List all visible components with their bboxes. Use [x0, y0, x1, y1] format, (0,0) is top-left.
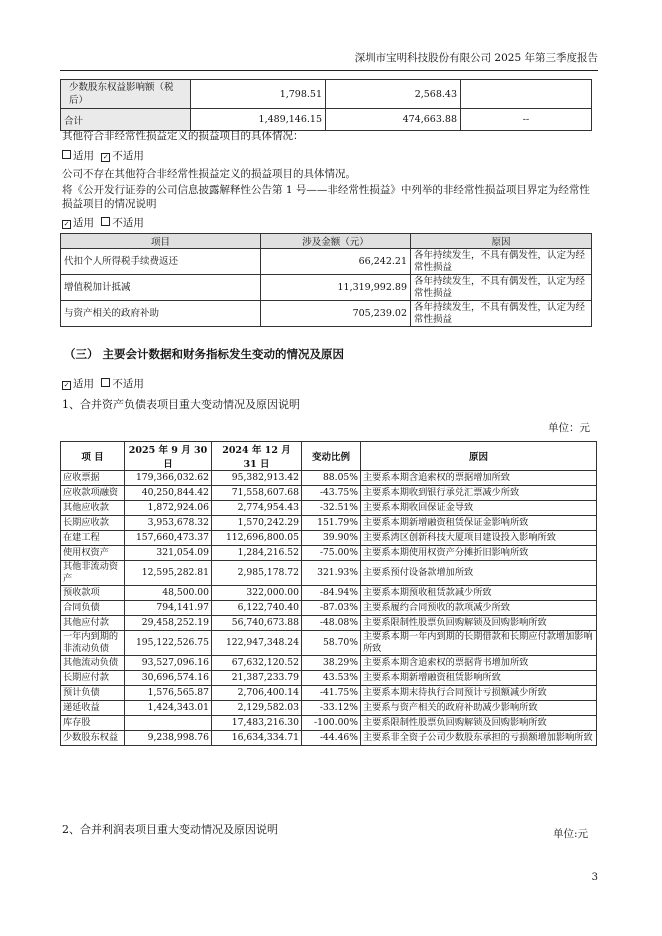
table-cell: 主要系履约合同预收的款项减少所致: [361, 601, 597, 616]
checkbox-unchecked-icon[interactable]: [101, 378, 110, 387]
checkbox-label: 适用: [73, 217, 94, 229]
table-cell: 93,527,096.16: [125, 656, 212, 671]
balance-change-table: [60, 441, 597, 746]
table-row: [61, 471, 597, 486]
table-cell: 322,000.00: [212, 586, 302, 601]
table-cell: 主要系本期新增融资租赁保证金影响所致: [361, 516, 597, 531]
table-row: [61, 701, 597, 716]
table-row: [61, 109, 592, 131]
table-cell: 43.53%: [302, 671, 361, 686]
checkbox-label: 不适用: [112, 378, 144, 390]
table-cell: 30,696,574.16: [125, 671, 212, 686]
checkbox-group-other: [62, 149, 144, 163]
table-cell: 1,576,565.87: [125, 686, 212, 701]
table-cell: 长期应付款: [61, 671, 125, 686]
table-row: [61, 501, 597, 516]
table-cell: 少数股东权益: [61, 731, 125, 746]
table-cell: -44.46%: [302, 731, 361, 746]
table-cell: 21,387,233.79: [212, 671, 302, 686]
table-cell: 66,242.21: [261, 249, 411, 275]
table-cell: 主要系本期收到银行承兑汇票减少所致: [361, 486, 597, 501]
section-heading: （三） 主要会计数据和财务指标发生变动的情况及原因: [64, 347, 345, 361]
column-header: 变动比例: [302, 442, 361, 471]
table-cell: 主要系湾区创新科技大厦项目建设投入影响所致: [361, 531, 597, 546]
checkbox-label: 不适用: [112, 150, 144, 162]
table-row: [61, 616, 597, 631]
table-row: [61, 586, 597, 601]
table-cell: 主要系本期末待执行合同预计亏损额减少所致: [361, 686, 597, 701]
column-header: 项 目: [61, 442, 125, 471]
table-cell: 主要系本期含追索权的票据背书增加所致: [361, 656, 597, 671]
table-cell: 主要系本期含追索权的票据增加所致: [361, 471, 597, 486]
table-cell: 1,798.51: [191, 80, 326, 109]
table-cell: 321.93%: [302, 561, 361, 586]
table-cell: 17,483,216.30: [212, 716, 302, 731]
table-cell: 112,696,800.05: [212, 531, 302, 546]
table-row: [61, 671, 597, 686]
table-cell: 1,284,216.52: [212, 546, 302, 561]
subsection-title: 2、合并利润表项目重大变动情况及原因说明: [62, 823, 278, 836]
table-cell: 应收票据: [61, 471, 125, 486]
table-cell: 各年持续发生，不具有偶发性，认定为经常性损益: [411, 275, 592, 301]
table-row: [61, 731, 597, 746]
column-header: 2024 年 12 月 31 日: [212, 442, 302, 471]
table-cell: 1,489,146.15: [191, 109, 326, 131]
table-cell: 预计负债: [61, 686, 125, 701]
checkbox-label: 不适用: [112, 217, 144, 229]
table-cell: 40,250,844.42: [125, 486, 212, 501]
other-definition-statement: 公司不存在其他符合非经常性损益定义的损益项目的具体情况。: [62, 168, 356, 180]
table-row: [61, 631, 597, 656]
table-cell: 1,872,924.06: [125, 501, 212, 516]
checkbox-label: 适用: [73, 378, 94, 390]
table-cell: 库存股: [61, 716, 125, 731]
checkbox-unchecked-icon[interactable]: [62, 150, 71, 159]
checkbox-checked-icon[interactable]: ✓: [102, 153, 109, 161]
table-row: [61, 275, 592, 301]
unit-label: 单位:元: [552, 828, 588, 840]
table-cell: 合同负债: [61, 601, 125, 616]
unit-label: 单位：元: [548, 422, 590, 434]
table-cell: [125, 716, 212, 731]
table-cell: -75.00%: [302, 546, 361, 561]
column-header: 2025 年 9 月 30 日: [125, 442, 212, 471]
table-cell: -41.75%: [302, 686, 361, 701]
table-cell: 主要系本期使用权资产分摊折旧影响所致: [361, 546, 597, 561]
column-header: 原因: [411, 234, 592, 249]
other-definition-intro: 其他符合非经常性损益定义的损益项目的具体情况：: [62, 130, 304, 142]
table-cell: 2,774,954.43: [212, 501, 302, 516]
checkbox-unchecked-icon[interactable]: [101, 217, 110, 226]
table-row: [61, 561, 597, 586]
table-cell: 705,239.02: [261, 301, 411, 327]
table-cell: 95,382,913.42: [212, 471, 302, 486]
table-cell: 16,634,334.71: [212, 731, 302, 746]
table-cell: 其他应付款: [61, 616, 125, 631]
page-number: 3: [591, 872, 598, 883]
table-cell: 2,706,400.14: [212, 686, 302, 701]
checkbox-checked-icon[interactable]: ✓: [63, 381, 70, 389]
table-cell: 6,122,740.40: [212, 601, 302, 616]
column-header: 原因: [361, 442, 597, 471]
table-cell: -32.51%: [302, 501, 361, 516]
table-cell: -48.08%: [302, 616, 361, 631]
table-cell: 在建工程: [61, 531, 125, 546]
table-cell: 使用权资产: [61, 546, 125, 561]
table-cell: 2,568.43: [326, 80, 461, 109]
table-row: [61, 80, 592, 109]
table-cell: 67,632,120.52: [212, 656, 302, 671]
table-cell: 其他应收款: [61, 501, 125, 516]
reclass-intro: 将《公开发行证券的公司信息披露解释性公告第 1 号——非经常性损益》中列举的非经常性损益项目界定为经常性损益项目的情况说明: [62, 184, 590, 210]
table-cell: 递延收益: [61, 701, 125, 716]
table-cell: 代扣个人所得税手续费返还: [61, 249, 261, 275]
table-cell: 58.70%: [302, 631, 361, 656]
table-row: [61, 516, 597, 531]
table-cell: 1,424,343.01: [125, 701, 212, 716]
table-row: [61, 686, 597, 701]
table-row: [61, 301, 592, 327]
table-cell: 151.79%: [302, 516, 361, 531]
table-row: [61, 249, 592, 275]
table-cell: 主要系非全资子公司少数股东承担的亏损额增加影响所致: [361, 731, 597, 746]
table-row: [61, 546, 597, 561]
table-cell: 321,054.09: [125, 546, 212, 561]
table-cell: 主要系限制性股票负回购解锁及回购影响所致: [361, 716, 597, 731]
table-cell: 少数股东权益影响额（税后）: [61, 80, 191, 109]
table-cell: 794,141.97: [125, 601, 212, 616]
table-cell: 48,500.00: [125, 586, 212, 601]
table-cell: 12,595,282.81: [125, 561, 212, 586]
checkbox-group-reclass: [62, 216, 144, 230]
table-cell: 主要系限制性股票负回购解锁及回购影响所致: [361, 616, 597, 631]
table-row: [61, 716, 597, 731]
table-header-row: [61, 442, 597, 471]
report-title: 深圳市宝明科技股份有限公司 2025 年第三季度报告: [354, 52, 598, 64]
table-cell: 主要系本期收回保证金导致: [361, 501, 597, 516]
table-cell: 122,947,348.24: [212, 631, 302, 656]
table-cell: 56,740,673.88: [212, 616, 302, 631]
table-cell: 主要系本期新增融资租赁影响所致: [361, 671, 597, 686]
checkbox-checked-icon[interactable]: ✓: [63, 220, 70, 228]
table-cell: 29,458,252.19: [125, 616, 212, 631]
table-cell: 38.29%: [302, 656, 361, 671]
table-cell: 与资产相关的政府补助: [61, 301, 261, 327]
table-cell: 11,319,992.89: [261, 275, 411, 301]
table-cell: 157,660,473.37: [125, 531, 212, 546]
column-header: 涉及金额（元）: [261, 234, 411, 249]
table-cell: 71,558,607.68: [212, 486, 302, 501]
table-row: [61, 531, 597, 546]
table-cell: 各年持续发生，不具有偶发性，认定为经常性损益: [411, 301, 592, 327]
balance-table-body: [61, 471, 597, 746]
table-cell: 2,985,178.72: [212, 561, 302, 586]
table-cell: -33.12%: [302, 701, 361, 716]
table-cell: -100.00%: [302, 716, 361, 731]
table-cell: 主要系预付设备款增加所致: [361, 561, 597, 586]
table-cell: 其他流动负债: [61, 656, 125, 671]
table-cell: -43.75%: [302, 486, 361, 501]
table-cell: -84.94%: [302, 586, 361, 601]
column-header: 项目: [61, 234, 261, 249]
table-row: [61, 486, 597, 501]
table-cell: 其他非流动资产: [61, 561, 125, 586]
table-cell: 3,953,678.32: [125, 516, 212, 531]
report-header: [60, 50, 598, 71]
table-cell: 1,570,242.29: [212, 516, 302, 531]
table-cell: -87.03%: [302, 601, 361, 616]
table-cell: 179,366,032.62: [125, 471, 212, 486]
table-cell: 195,122,526.75: [125, 631, 212, 656]
table-cell: 主要系与资产相关的政府补助减少影响所致: [361, 701, 597, 716]
table-row: [61, 656, 597, 671]
table-cell: 预收款项: [61, 586, 125, 601]
table-cell: 39.90%: [302, 531, 361, 546]
checkbox-group-section3: [62, 377, 144, 391]
table-cell: 一年内到期的非流动负债: [61, 631, 125, 656]
table-header-row: [61, 234, 592, 249]
table-cell: 主要系本期预收租赁款减少所致: [361, 586, 597, 601]
table-cell: 应收款项融资: [61, 486, 125, 501]
table-cell: 2,129,582.03: [212, 701, 302, 716]
table-cell: 合计: [61, 109, 191, 131]
table-row: [61, 601, 597, 616]
table-cell: 各年持续发生，不具有偶发性，认定为经常性损益: [411, 249, 592, 275]
nonrecurring-table: [60, 79, 592, 131]
table-cell: 474,663.88: [326, 109, 461, 131]
table-cell: 长期应收款: [61, 516, 125, 531]
table-cell: 增值税加计抵减: [61, 275, 261, 301]
table-cell: --: [461, 109, 592, 131]
subsection-title: 1、合并资产负债表项目重大变动情况及原因说明: [62, 398, 300, 411]
table-cell: 主要系本期一年内到期的长期借款和长期应付款增加影响所致: [361, 631, 597, 656]
checkbox-label: 适用: [73, 150, 94, 162]
table-cell: 9,238,998.76: [125, 731, 212, 746]
table-cell: [461, 80, 592, 109]
reclass-table: [60, 233, 592, 327]
table-cell: 88.05%: [302, 471, 361, 486]
